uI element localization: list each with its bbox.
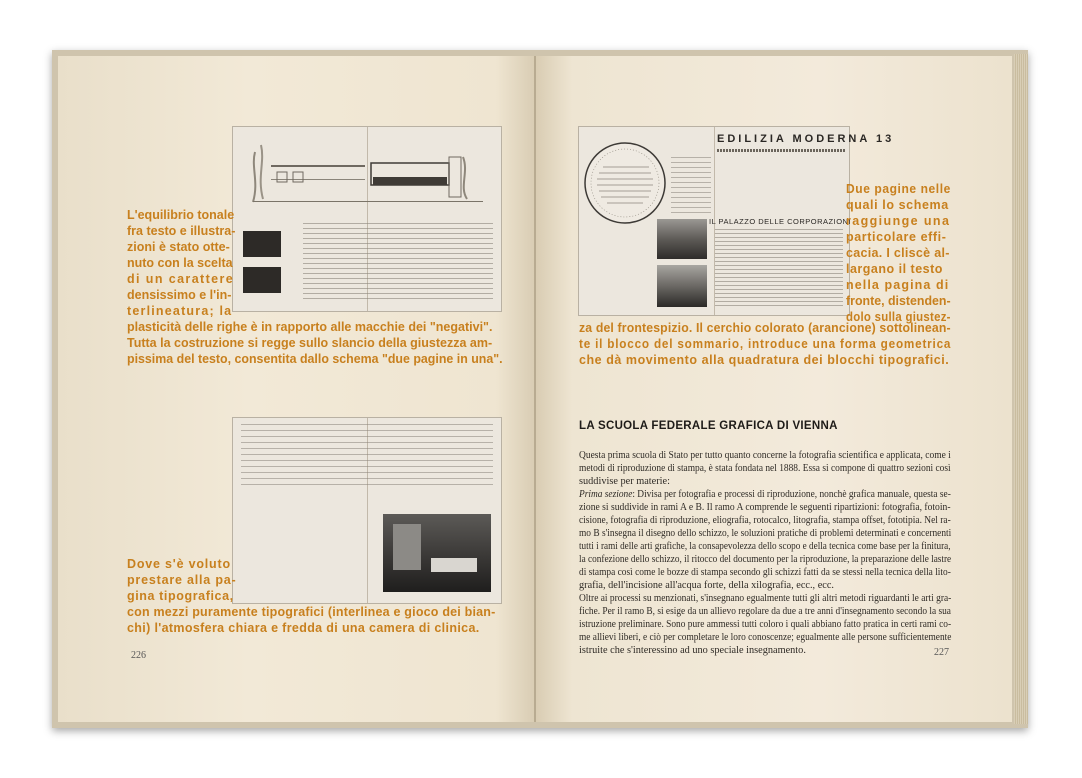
plate-subtitle: IL PALAZZO DELLE CORPORAZIONI [709,217,852,226]
caption-line: che dà movimento alla quadratura dei blocchi tipografici. [579,353,950,367]
caption-line: largano il testo [846,262,943,276]
body-line: Questa prima scuola di Stato per tutto quanto concerne la fotografia scientifica e applicata, come i [579,450,951,461]
caption-line: za del frontespizio. Il cerchio colorato (arancione) sottolinean- [579,321,951,335]
caption-line: densissimo e l'in- [127,288,232,302]
book-gutter [534,56,536,722]
caption-line: prestare alla pa- [127,573,237,587]
body-line: zione si suddivide in rami A e B. Il ramo A comprende le seguenti ripartizioni: fotografia, fotoin- [579,502,951,513]
floor-plan-image-1 [243,231,281,257]
floor-plan-image-2 [243,267,281,293]
plate-text-block [671,157,711,217]
caption-line: gina tipografica, [127,589,234,603]
body-line: suddivise per materie: [579,476,670,487]
orange-circle-contents [581,139,671,229]
body-line: istruzione preliminare. Sono pure ammessi tutti coloro i quali abbiano fatto pratica in certi rami co- [579,619,952,630]
palazzo-photo-2 [657,265,707,307]
caption-line: con mezzi puramente tipografici (interlinea e gioco dei bian- [127,605,496,619]
page-edges [1014,54,1028,724]
plate-title: EDILIZIA MODERNA 13 [717,133,895,145]
caption-line: di un carattere [127,272,235,286]
body-line: la confezione dello schizzo, il ritocco del documento per la riproduzione, la preparazione delle lastre [579,554,952,565]
plate-text-block [715,229,843,307]
caption-line: pissima del testo, consentita dallo schema "due pagine in una". [127,352,503,366]
body-line: Prima sezione: Divisa per fotografia e processi di riproduzione, nonchè grafica manuale, questa se- [579,489,951,500]
plate-text-block [303,223,493,303]
caption-line: cacia. I cliscè al- [846,246,950,260]
sezione-label: Prima sezione [579,489,633,500]
body-line: mo B s'insegna il disegno dello schizzo, le soluzioni pratiche di problemi determinati e concernenti [579,528,952,539]
body-line-text: Divisa per fotografia e processi di riproduzione, nonchè grafica manuale, questa se- [637,489,951,500]
plate-text-block [241,424,493,486]
caption-line: raggiunge una [846,214,951,228]
plate-clinic-spread [233,418,501,603]
caption-line: fronte, distenden- [846,294,951,308]
plate-architecture-spread [233,127,501,311]
palazzo-photo-1 [657,219,707,259]
caption-line: zioni è stato otte- [127,240,230,254]
caption-line: L'equilibrio tonale [127,208,235,222]
body-line: cisione, fotografia di riproduzione, eliografia, rotocalco, litografia, stampa offset, fototipia. Nel ra- [579,515,951,526]
caption-line: chi) l'atmosfera chiara e fredda di una camera di clinica. [127,621,480,635]
body-line: metodi di riproduzione di stampa, è stata fondata nel 1888. Essa si compone di quattro sezioni così [579,463,951,474]
building-elevation-drawing [233,127,501,207]
caption-line: fra testo e illustra- [127,224,236,238]
caption-line: quali lo schema [846,198,949,212]
clinic-room-photo [383,514,491,592]
caption-line: Due pagine nelle [846,182,951,196]
page-number-right: 227 [934,647,949,658]
caption-line: nella pagina di [846,278,950,292]
caption-line: plasticità delle righe è in rapporto alle macchie dei "negativi". [127,320,493,334]
caption-line: te il blocco del sommario, introduce una forma geometrica [579,337,952,351]
caption-line: Tutta la costruzione si regge sullo slancio della giustezza am- [127,336,493,350]
caption-line: dolo sulla giustez- [846,310,951,324]
caption-line: particolare effi- [846,230,947,244]
section-heading: LA SCUOLA FEDERALE GRAFICA DI VIENNA [579,420,838,432]
plate-subtitle-strip [717,149,845,152]
caption-line: terlineatura; la [127,304,233,318]
caption-line: Dove s'è voluto [127,557,231,571]
body-line: istruite che s'interessino ad uno speciale insegnamento. [579,645,806,656]
page-number-left: 226 [131,650,146,661]
body-line: grafia, dell'incisione all'acqua forte, della xilografia, ecc., ecc. [579,580,834,591]
body-line: tutti i rami delle arti grafiche, la consapevolezza dello scopo e della tecnica come base per la finitura, [579,541,951,552]
caption-line: nuto con la scelta [127,256,233,270]
body-line: fiche. Per il ramo B, si esige da un allievo regolare da due a tre anni d'insegnamento secondo la sua [579,606,951,617]
body-line: me allievi liberi, e ciò per completare le loro conoscenze; egualmente alle persone sufficientemente [579,632,952,643]
body-line: Oltre ai processi su menzionati, s'insegnano egualmente tutti gli altri metodi riguardanti le arti gra- [579,593,952,604]
body-line: di stampa così come le bozze di stampa secondo gli schizzi fatti da se stessi nella tecnica della lito- [579,567,951,578]
